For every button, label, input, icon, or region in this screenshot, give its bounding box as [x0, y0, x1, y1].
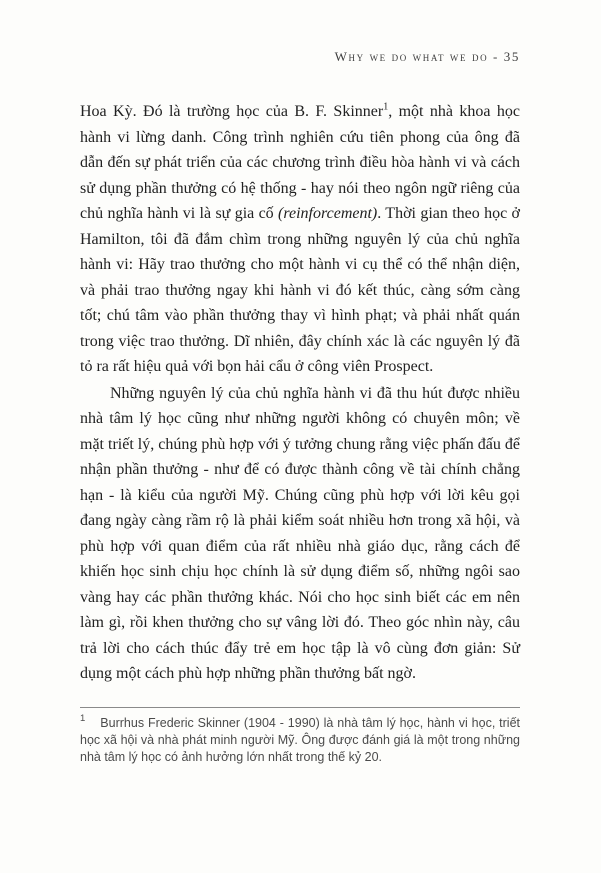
paragraph-text: . Thời gian theo học ở Hamilton, tôi đã đắm chìm trong những nguyên lý của chủ nghĩa hành vi: Hãy trao thưởng cho một hành vi cụ thể có thể nhận diện, và phải trao thưởng ngay khi hành vi đó kết thúc, càng sớm càng tốt; chú tâm vào phần thưởng thay vì hình phạt; và phải nhất quán trong việc trao thưởng. Dĩ nhiên, đây chính xác là các nguyên lý đã tỏ ra rất hiệu quả với bọn hải cẩu ở công viên Prospect. [80, 205, 521, 375]
footnote-reference: 1 [383, 101, 389, 113]
body-paragraph-2: Những nguyên lý của chủ nghĩa hành vi đã thu hút được nhiều nhà tâm lý học cũng như những người không có chuyên môn; về mặt triết lý, chúng phù hợp với ý tưởng chung rằng việc phấn đấu để nhận phần thưởng - như để có được thành công về tài chính chẳng hạn - là kiểu của người Mỹ. Chúng cũng phù hợp với lời kêu gọi đang ngày càng rầm rộ là phải kiểm soát nhiều hơn trong xã hội, và phù hợp với quan điểm của rất nhiều nhà giáo dục, rằng cách để khiến học sinh chịu học chính là sử dụng điểm số, những ngôi sao vàng hay các phần thưởng khác. Nói cho học sinh biết các em nên làm gì, rồi khen thưởng cho sự vâng lời đó. Theo góc nhìn này, câu trả lời cho cách thúc đẩy trẻ em học tập là vô cùng đơn giản: Sử dụng một cách phù hợp những phần thưởng bất ngờ. [80, 384, 520, 682]
footnote-marker: 1 [80, 713, 86, 725]
running-header-text: Why we do what we do - 35 [334, 49, 520, 64]
italic-term: (reinforcement) [278, 205, 378, 222]
page-text [80, 99, 520, 687]
paragraph-text: Hoa Kỳ. Đó là trường học của B. F. Skinner [80, 103, 384, 120]
footnote-text: Burrhus Frederic Skinner (1904 - 1990) là nhà tâm lý học, hành vi học, triết học xã hội và nhà phát minh người Mỹ. Ông được đánh giá là một trong những nhà tâm lý học có ảnh hưởng lớn nhất trong thế kỷ 20. [80, 715, 520, 764]
running-header [80, 49, 520, 65]
footnote-section [80, 707, 520, 766]
body-paragraph-1 [80, 99, 520, 380]
footnote [80, 715, 520, 766]
paragraph-text: , một nhà khoa học hành vi lừng danh. Công trình nghiên cứu tiên phong của ông đã dẫn đến sự phát triển của các chương trình điều hòa hành vi và cách sử dụng phần thưởng có hệ thống - hay nói theo ngôn ngữ riêng của chủ nghĩa hành vi là sự gia cố [80, 103, 520, 222]
